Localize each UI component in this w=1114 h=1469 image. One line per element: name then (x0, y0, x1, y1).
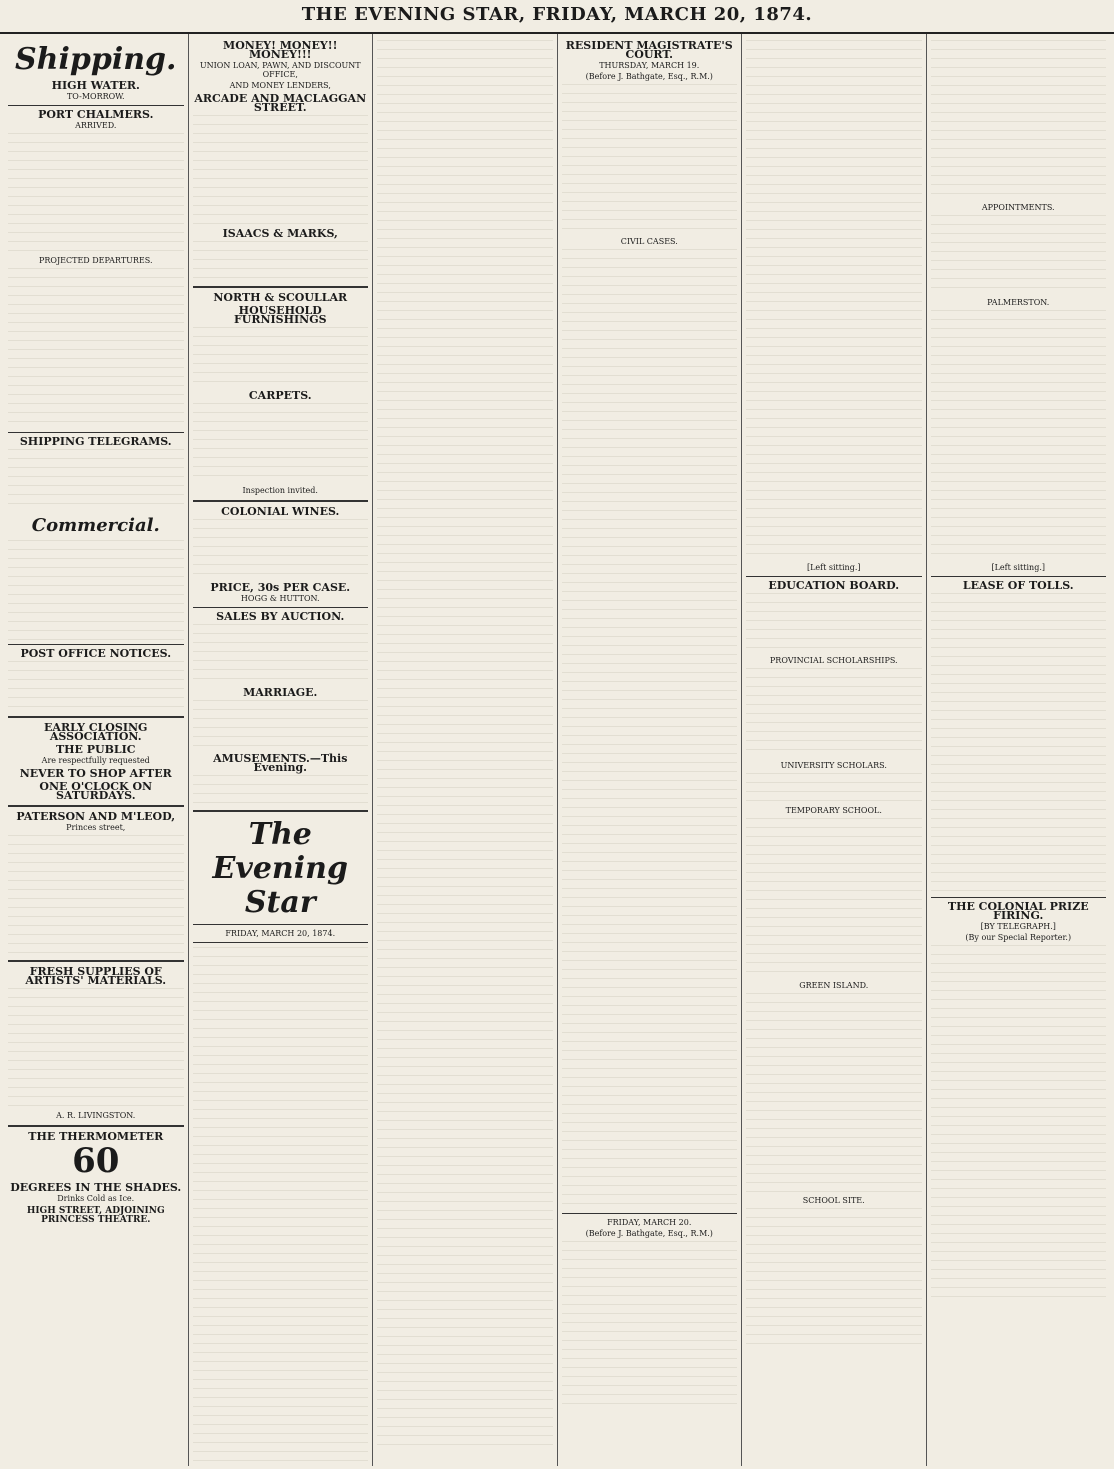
court-text-1 (562, 84, 738, 234)
column-4 (557, 34, 742, 1466)
left-sitting-5: [Left sitting.] (807, 563, 861, 572)
marriage-heading: MARRIAGE. (243, 686, 318, 699)
by-telegraph: [BY TELEGRAPH.] (980, 922, 1056, 931)
carpets-list (193, 403, 369, 483)
the-public: THE PUBLIC (55, 743, 136, 756)
column-3-text (377, 40, 553, 1450)
leader-article (193, 947, 369, 1466)
masthead-title: THE EVENING STAR, FRIDAY, MARCH 20, 1874. (301, 4, 813, 25)
school-site: SCHOOL SITE. (802, 1196, 865, 1205)
prize-firing-heading: THE COLONIAL PRIZE FIRING. (947, 900, 1089, 922)
court-heading: RESIDENT MAGISTRATE'S COURT. (565, 39, 733, 61)
columns (4, 34, 1110, 1466)
masthead (0, 0, 1114, 34)
drinks: Drinks Cold as Ice. (57, 1194, 135, 1203)
commercial-text (8, 540, 184, 640)
column-5 (741, 34, 926, 1466)
education-text-1 (746, 593, 922, 653)
high-water-heading: HIGH WATER. (51, 79, 140, 92)
money-heading: MONEY! MONEY!! MONEY!!! (223, 39, 338, 61)
education-board-heading: EDUCATION BOARD. (768, 579, 900, 592)
respectfully: Are respectfully requested (41, 756, 150, 765)
arcade: ARCADE AND MACLAGGAN STREET. (194, 92, 367, 114)
money-lenders: AND MONEY LENDERS, (229, 81, 331, 90)
sales-heading: SALES BY AUCTION. (216, 610, 345, 623)
commercial-heading: Commercial. (31, 515, 160, 536)
early-closing-heading: EARLY CLOSING ASSOCIATION. (44, 721, 148, 743)
paterson-list (8, 835, 184, 955)
column-2 (188, 34, 373, 1466)
money-text (193, 115, 369, 225)
lease-of-tolls: LEASE OF TOLLS. (962, 579, 1074, 592)
appointments-text (931, 215, 1107, 295)
tomorrow-label: TO-MORROW. (66, 92, 125, 101)
never-shop: NEVER TO SHOP AFTER (19, 767, 172, 780)
palmerston-text (931, 310, 1107, 560)
civil-cases: CIVIL CASES. (620, 237, 678, 246)
north-scoullar: NORTH & SCOULLAR (213, 291, 348, 304)
arrivals-text (8, 133, 184, 253)
post-office-text (8, 661, 184, 711)
marriage-text (193, 700, 369, 750)
column-6 (926, 34, 1111, 1466)
port-chalmers-heading: PORT CHALMERS. (38, 108, 154, 121)
university-scholars: UNIVERSITY SCHOLARS. (780, 761, 887, 770)
princes-street: Princes street, (66, 823, 126, 832)
sales-text (193, 624, 369, 684)
household-text (193, 327, 369, 387)
education-text-2 (746, 668, 922, 758)
post-office-heading: POST OFFICE NOTICES. (20, 647, 172, 660)
shipping-heading: Shipping. (15, 42, 177, 77)
column-5-text-1 (746, 40, 922, 560)
court-date: THURSDAY, MARCH 19. (599, 61, 700, 70)
departures-text (8, 268, 184, 428)
friday-date: FRIDAY, MARCH 20. (607, 1218, 692, 1227)
temperature: 60 (72, 1141, 120, 1181)
column-3 (372, 34, 557, 1466)
hogg-hutton: HOGG & HUTTON. (240, 594, 320, 603)
shipping-telegrams-heading: SHIPPING TELEGRAMS. (19, 435, 172, 448)
column-6-text-1 (931, 40, 1107, 200)
telegrams-text (8, 449, 184, 509)
palmerston: PALMERSTON. (987, 298, 1050, 307)
inspection: Inspection invited. (242, 486, 318, 495)
livingston: A. R. LIVINGSTON. (56, 1111, 136, 1120)
one-oclock: ONE O'CLOCK ON SATURDAYS. (39, 780, 153, 802)
arrived-label: ARRIVED. (75, 121, 117, 130)
education-text-3 (746, 773, 922, 803)
leader-date: FRIDAY, MARCH 20, 1874. (225, 929, 336, 938)
supplies-list (8, 988, 184, 1108)
court-text-3 (562, 1241, 738, 1411)
degrees: DEGREES IN THE SHADES. (10, 1181, 182, 1194)
wine-price: PRICE, 30s PER CASE. (210, 581, 351, 594)
fresh-supplies-heading: FRESH SUPPLIES OF ARTISTS' MATERIALS. (25, 965, 167, 987)
thermometer-heading: THE THERMOMETER (28, 1130, 164, 1143)
household-heading: HOUSEHOLD FURNISHINGS (233, 304, 327, 326)
court-text-2 (562, 249, 738, 1209)
isaacs-marks: ISAACS & MARKS, (222, 227, 338, 240)
isaacs-text (193, 241, 369, 281)
amusements-heading: AMUSEMENTS.—This Evening. (213, 752, 348, 774)
appointments: APPOINTMENTS. (981, 203, 1055, 212)
projected-heading: PROJECTED DEPARTURES. (38, 256, 153, 265)
prize-firing-text (931, 945, 1107, 1305)
green-island: GREEN ISLAND. (799, 981, 869, 990)
court-before: (Before J. Bathgate, Esq., R.M.) (585, 72, 713, 81)
colonial-wines: COLONIAL WINES. (221, 505, 340, 518)
evening-star-title: The Evening Star (212, 817, 348, 920)
amusements-text (193, 775, 369, 805)
left-sitting-6: [Left sitting.] (991, 563, 1045, 572)
friday-before: (Before J. Bathgate, Esq., R.M.) (585, 1229, 713, 1238)
tolls-text (931, 593, 1107, 893)
education-text-5 (746, 993, 922, 1193)
wines-text (193, 519, 369, 579)
education-text-6 (746, 1208, 922, 1348)
provincial-scholarships: PROVINCIAL SCHOLARSHIPS. (769, 656, 898, 665)
education-text-4 (746, 818, 922, 978)
high-street: HIGH STREET, ADJOINING PRINCESS THEATRE. (26, 1206, 165, 1225)
carpets-heading: CARPETS. (248, 389, 312, 402)
column-1 (4, 34, 188, 1466)
union-loan: UNION LOAN, PAWN, AND DISCOUNT OFFICE, (199, 61, 361, 79)
temporary-school: TEMPORARY SCHOOL. (785, 806, 882, 815)
special-reporter: (By our Special Reporter.) (965, 933, 1072, 942)
paterson-heading: PATERSON AND M'LEOD, (16, 810, 176, 823)
